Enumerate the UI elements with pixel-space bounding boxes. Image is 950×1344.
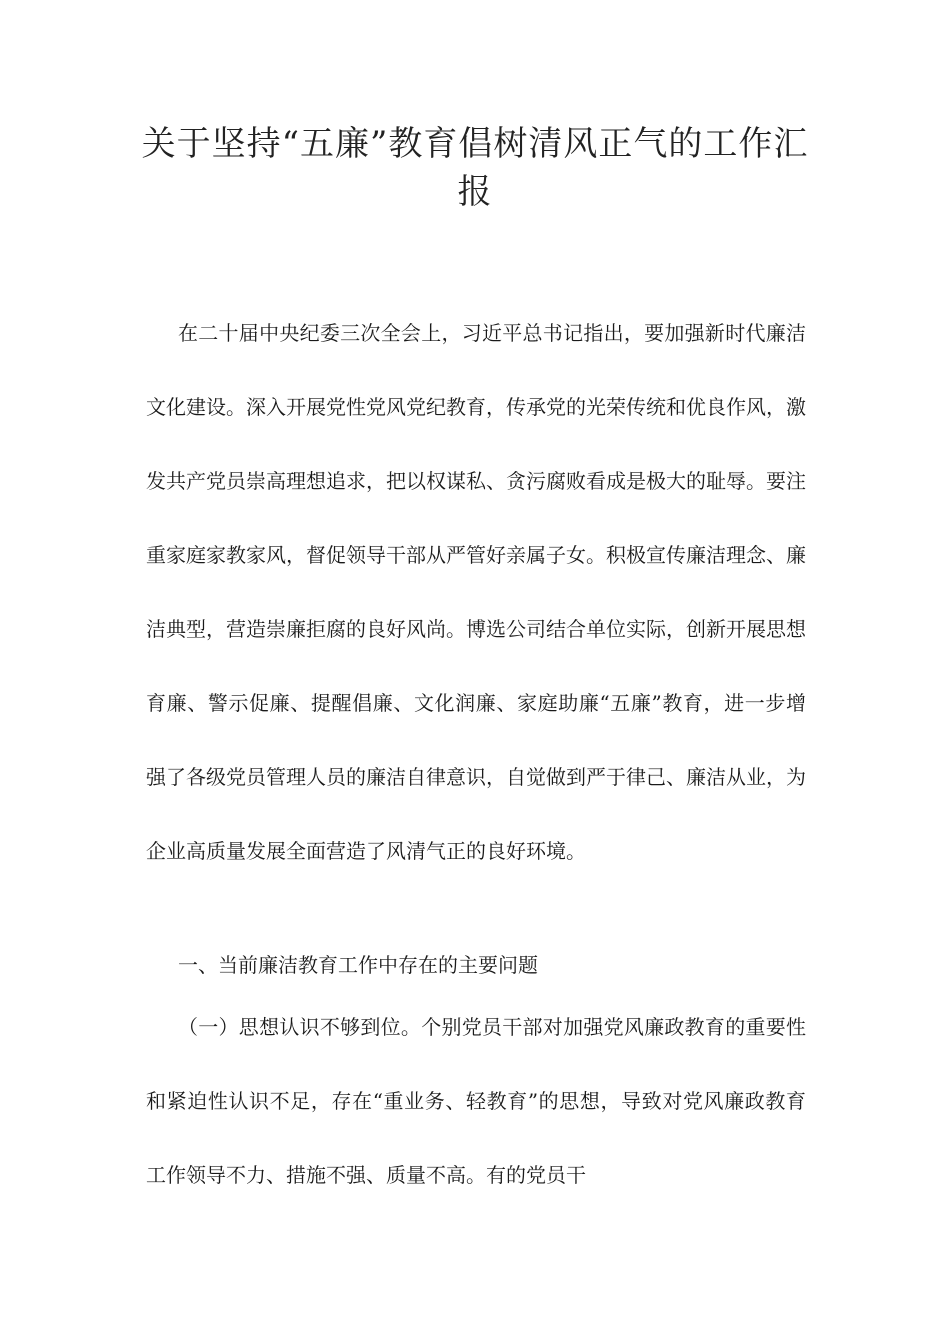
- section-heading: 一、当前廉洁教育工作中存在的主要问题: [178, 953, 538, 977]
- document-title: 关于坚持“五廉”教育倡树清风正气的工作汇报: [141, 124, 809, 212]
- section-paragraph: （一）思想认识不够到位。个别党员干部对加强党风廉政教育的重要性和紧迫性认识不足，存在“重业务、轻教育”的思想，导致对党风廉政教育工作领导不力、措施不强、质量不高。有的党员干: [146, 1015, 806, 1187]
- intro-paragraph: 在二十届中央纪委三次全会上，习近平总书记指出，要加强新时代廉洁文化建设。深入开展党性党风党纪教育，传承党的光荣传统和优良作风，激发共产党员崇高理想追求，把以权谋私、贪污腐败看成是极大的耻辱。要注重家庭家教家风，督促领导干部从严管好亲属子女。积极宣传廉洁理念、廉洁典型，营造崇廉拒腐的良好风尚。博选公司结合单位实际，创新开展思想育廉、警示促廉、提醒倡廉、文化润廉、家庭助廉“五廉”教育，进一步增强了各级党员管理人员的廉洁自律意识，自觉做到严于律己、廉洁从业，为企业高质量发展全面营造了风清气正的良好环境。: [146, 321, 806, 863]
